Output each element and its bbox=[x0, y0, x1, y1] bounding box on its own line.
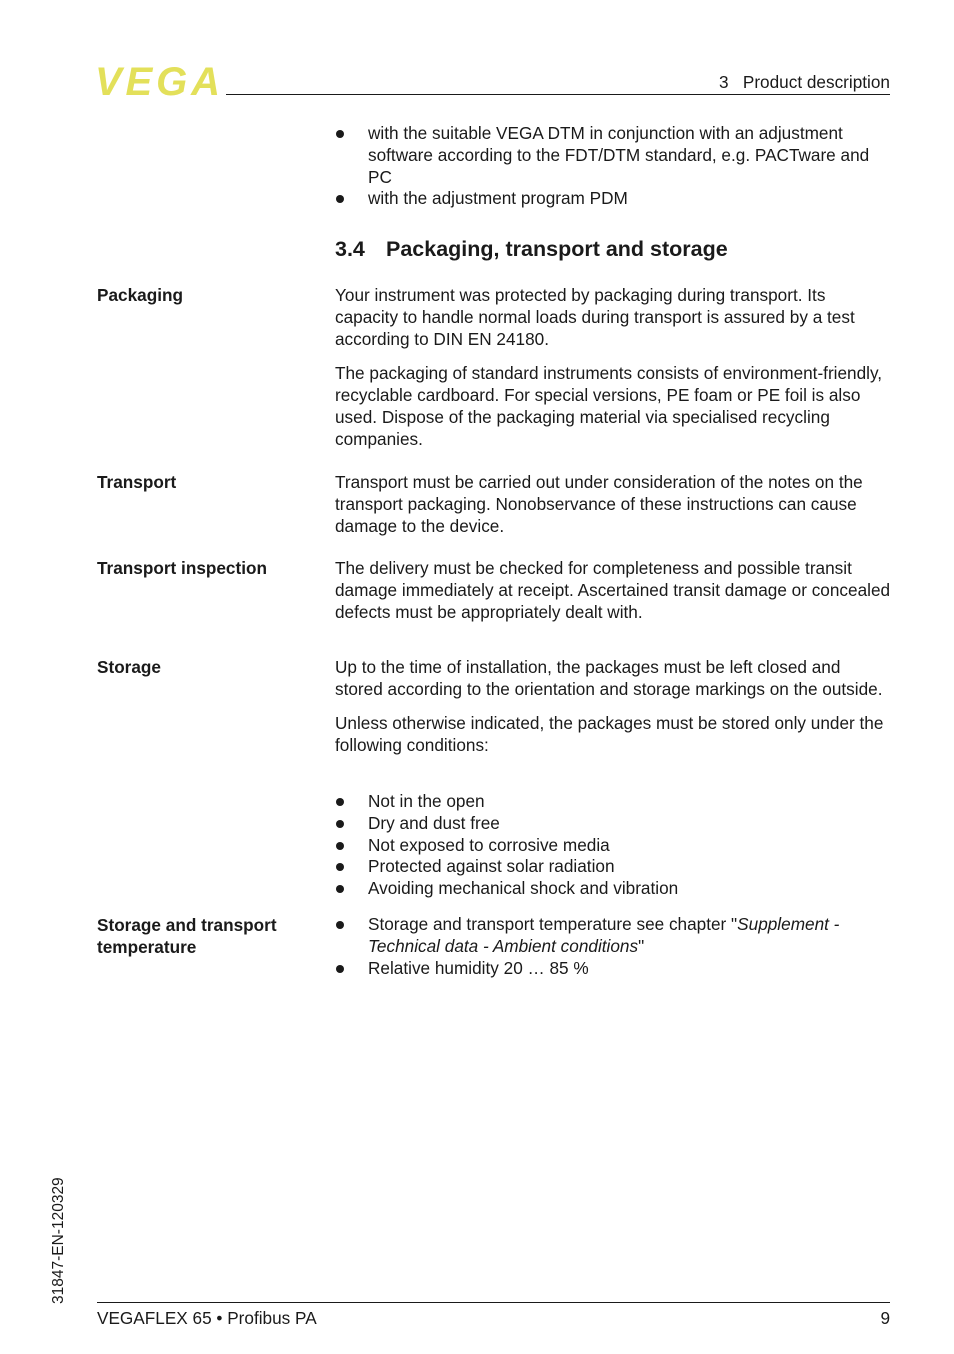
transport-text bbox=[335, 471, 891, 537]
transport-inspection-text bbox=[335, 557, 891, 623]
header-section-title: 3 Product description bbox=[718, 72, 890, 92]
list-item: Dry and dust free bbox=[335, 813, 891, 835]
text: " bbox=[638, 935, 645, 956]
list-item: with the adjustment program PDM bbox=[335, 188, 891, 210]
paragraph: The delivery must be checked for completeness and possible transit damage immediately at receipt. Ascertained transit damage or concealed defects must be appropriately dealt with. bbox=[335, 558, 891, 622]
text: Storage and transport temperature see chapter " bbox=[368, 914, 738, 934]
list-item: Avoiding mechanical shock and vibration bbox=[335, 878, 891, 900]
list-item: Relative humidity 20 … 85 % bbox=[335, 958, 891, 980]
transport-label: Transport bbox=[97, 472, 177, 492]
footer-product: VEGAFLEX 65 • Profibus PA bbox=[97, 1308, 317, 1328]
page-number: 9 bbox=[880, 1308, 890, 1328]
section-number: 3.4 bbox=[335, 237, 365, 261]
footer-rule bbox=[97, 1302, 890, 1303]
vega-logo bbox=[95, 64, 221, 98]
packaging-label: Packaging bbox=[97, 285, 183, 305]
header-rule bbox=[226, 94, 890, 95]
storage-text bbox=[335, 656, 891, 756]
section-heading bbox=[335, 237, 728, 262]
storage-label: Storage bbox=[97, 657, 161, 677]
list-item: Protected against solar radiation bbox=[335, 856, 891, 878]
list-item: Not exposed to corrosive media bbox=[335, 835, 891, 857]
paragraph: Your instrument was protected by packaging during transport. Its capacity to handle normal loads during transport is assured by a test according to DIN EN 24180. bbox=[335, 285, 855, 349]
list-item: Not in the open bbox=[335, 791, 891, 813]
document-code: 31847-EN-120329 bbox=[50, 1177, 67, 1304]
chapter-reference: Supplement - Technical data - Ambient conditions bbox=[368, 914, 840, 956]
svg-text:VEGA: VEGA bbox=[95, 64, 219, 98]
intro-bullet-list bbox=[335, 123, 891, 210]
paragraph: Unless otherwise indicated, the packages must be stored only under the following conditions: bbox=[335, 713, 884, 755]
section-title: Packaging, transport and storage bbox=[386, 237, 728, 261]
paragraph: Transport must be carried out under consideration of the notes on the transport packaging. Nonobservance of these instructions can cause damage to the device. bbox=[335, 472, 863, 536]
transport-inspection-label: Transport inspection bbox=[97, 558, 267, 578]
list-item bbox=[335, 914, 891, 958]
paragraph: The packaging of standard instruments consists of environment-friendly, recyclable cardboard. For special versions, PE foam or PE foil is also used. Dispose of the packaging material via specialised recycling companies. bbox=[335, 363, 883, 449]
storage-conditions-list bbox=[335, 791, 891, 900]
paragraph: Up to the time of installation, the packages must be left closed and stored according to the orientation and storage markings on the outside. bbox=[335, 657, 883, 699]
list-item: with the suitable VEGA DTM in conjunction with an adjustment software according to the FDT/DTM standard, e.g. PACTware and PC bbox=[335, 123, 891, 188]
packaging-text bbox=[335, 284, 891, 450]
storage-temp-list bbox=[335, 914, 891, 979]
storage-temp-label: Storage and transport temperature bbox=[97, 915, 277, 957]
